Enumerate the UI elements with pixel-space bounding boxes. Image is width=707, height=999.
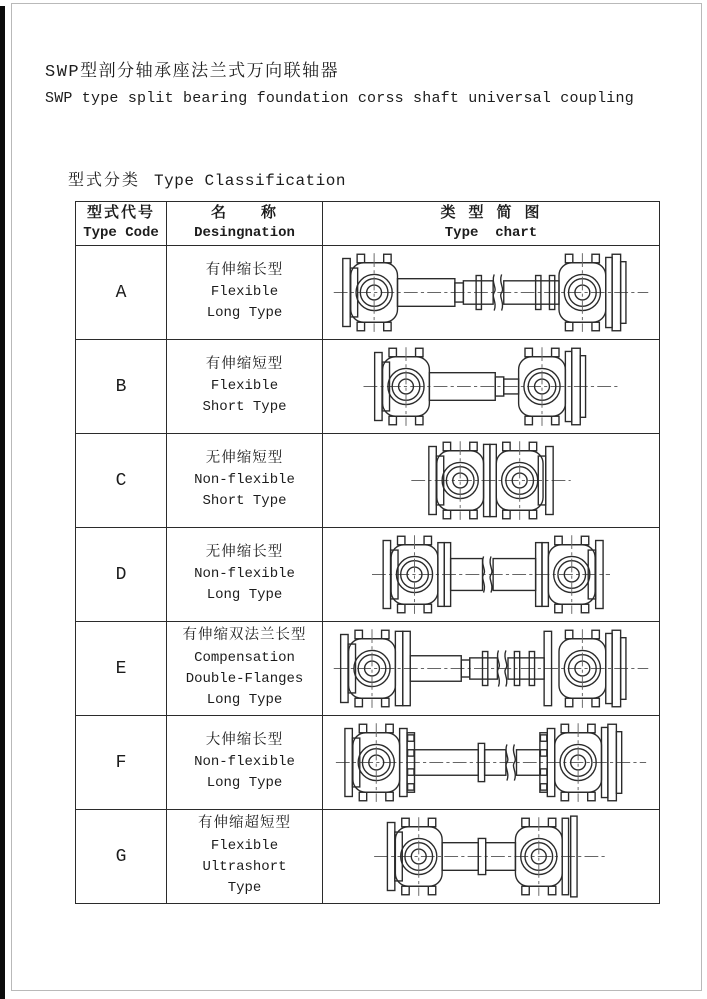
diagram-cell bbox=[323, 528, 660, 622]
table-row-d bbox=[76, 528, 660, 622]
designation-line: Long Type bbox=[206, 587, 283, 604]
table-row-a bbox=[76, 246, 660, 340]
header-cell-type-chart bbox=[323, 202, 660, 246]
designation-cell bbox=[167, 246, 323, 340]
type-code-cell bbox=[76, 340, 167, 434]
type-code-cell bbox=[76, 810, 167, 904]
designation-cell bbox=[167, 434, 323, 528]
diagram-cell bbox=[323, 622, 660, 716]
designation-line: 有伸缩长型 bbox=[205, 262, 284, 279]
scan-edge-artifact bbox=[0, 6, 5, 999]
designation-line: Flexible bbox=[210, 378, 279, 395]
header-designation-en: Desingnation bbox=[194, 225, 295, 242]
table-header-row bbox=[76, 202, 660, 246]
designation-line: Short Type bbox=[202, 399, 287, 416]
designation-line: 无伸缩长型 bbox=[205, 544, 284, 561]
type-code-value: F bbox=[115, 752, 127, 773]
designation-line: 有伸缩短型 bbox=[205, 356, 284, 373]
designation-line: Long Type bbox=[206, 691, 283, 708]
type-code-cell bbox=[76, 528, 167, 622]
designation-line: Non-flexible bbox=[194, 754, 295, 771]
table-row-e bbox=[76, 622, 660, 716]
type-code-value: D bbox=[115, 564, 127, 585]
coupling-diagram-g bbox=[331, 814, 651, 899]
designation-line: 大伸缩长型 bbox=[205, 732, 284, 749]
designation-cell bbox=[167, 528, 323, 622]
coupling-diagram-f bbox=[331, 720, 651, 805]
designation-line: Non-flexible bbox=[194, 472, 295, 489]
type-code-cell bbox=[76, 622, 167, 716]
page-title-chinese: SWP型剖分轴承座法兰式万向联轴器 bbox=[45, 63, 340, 82]
type-code-cell bbox=[76, 716, 167, 810]
diagram-cell bbox=[323, 716, 660, 810]
table-row-c bbox=[76, 434, 660, 528]
designation-line: Flexible bbox=[210, 284, 279, 301]
table-row-g bbox=[76, 810, 660, 904]
header-cell-type-code bbox=[76, 202, 167, 246]
designation-line: Long Type bbox=[206, 775, 283, 792]
designation-line: Non-flexible bbox=[194, 566, 295, 583]
designation-line: Double-Flanges bbox=[185, 670, 304, 687]
header-type-chart-cn: 类 型 简 图 bbox=[440, 205, 542, 223]
diagram-cell bbox=[323, 810, 660, 904]
table-row-f bbox=[76, 716, 660, 810]
table-row-b bbox=[76, 340, 660, 434]
coupling-diagram-a bbox=[331, 250, 651, 335]
diagram-cell bbox=[323, 340, 660, 434]
designation-line: Type bbox=[227, 879, 262, 896]
header-type-code-en: Type Code bbox=[83, 225, 159, 242]
type-code-value: A bbox=[115, 282, 127, 303]
designation-line: 有伸缩超短型 bbox=[198, 816, 291, 833]
designation-line: Long Type bbox=[206, 305, 283, 322]
page-title-english: SWP type split bearing foundation corss shaft universal coupling bbox=[45, 89, 634, 107]
type-code-cell bbox=[76, 434, 167, 528]
type-code-value: C bbox=[115, 470, 127, 491]
designation-line: Compensation bbox=[194, 649, 295, 666]
header-designation-cn: 名 称 bbox=[210, 205, 278, 223]
type-code-value: G bbox=[115, 846, 127, 867]
coupling-diagram-c bbox=[331, 438, 651, 523]
type-classification-table bbox=[75, 201, 660, 904]
designation-line: 无伸缩短型 bbox=[205, 450, 284, 467]
type-code-value: E bbox=[115, 658, 127, 679]
diagram-cell bbox=[323, 246, 660, 340]
coupling-diagram-e bbox=[331, 626, 651, 711]
header-type-code-cn: 型式代号 bbox=[86, 205, 155, 223]
title-block bbox=[45, 62, 634, 107]
coupling-diagram-d bbox=[331, 532, 651, 617]
coupling-diagram-b bbox=[331, 344, 651, 429]
diagram-cell bbox=[323, 434, 660, 528]
section-heading-english: Type Classification bbox=[154, 172, 346, 190]
designation-cell bbox=[167, 340, 323, 434]
designation-cell bbox=[167, 716, 323, 810]
section-heading bbox=[68, 167, 346, 190]
type-code-value: B bbox=[115, 376, 127, 397]
section-heading-chinese: 型式分类 bbox=[68, 172, 141, 190]
type-code-cell bbox=[76, 246, 167, 340]
designation-line: Short Type bbox=[202, 493, 287, 510]
designation-line: Flexible bbox=[210, 837, 279, 854]
designation-cell bbox=[167, 622, 323, 716]
header-type-chart-en: Type chart bbox=[444, 225, 538, 242]
designation-line: 有伸缩双法兰长型 bbox=[182, 628, 307, 645]
header-cell-designation bbox=[167, 202, 323, 246]
designation-cell bbox=[167, 810, 323, 904]
designation-line: Ultrashort bbox=[202, 858, 287, 875]
